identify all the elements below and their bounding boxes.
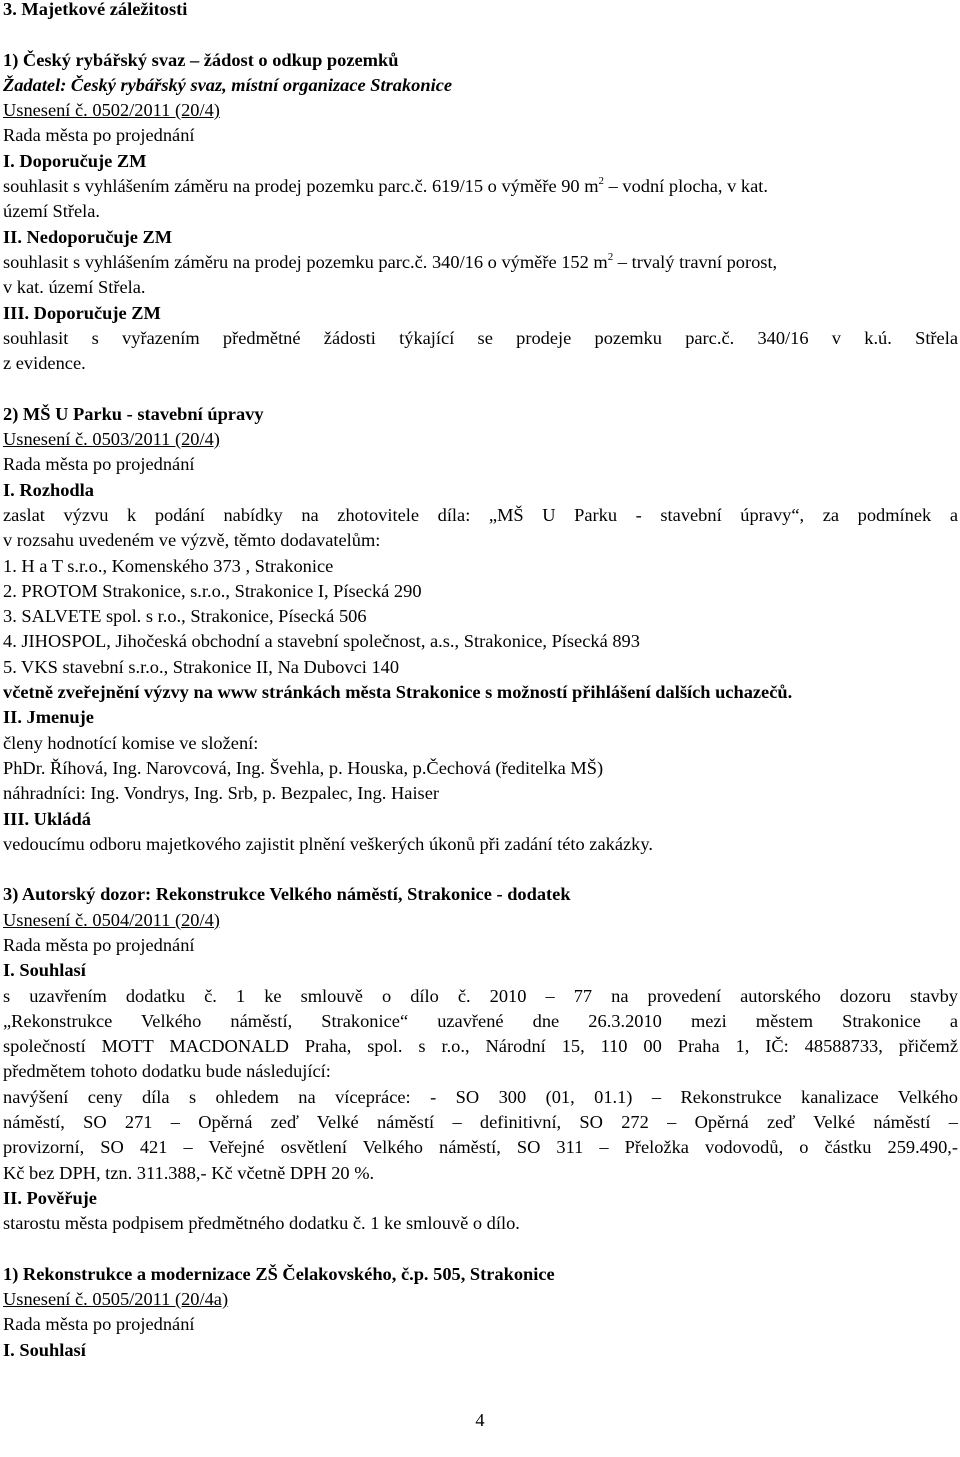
council-line: Rada města po projednání xyxy=(3,454,195,475)
point-text: starostu města podpisem předmětného dodatku č. 1 ke smlouvě o dílo. xyxy=(3,1213,520,1234)
resolution-number: Usnesení č. 0503/2011 (20/4) xyxy=(3,429,220,450)
point-text: souhlasit s vyřazením předmětné žádosti týkající se prodeje pozemku parc.č. 340/16 v k.ú. Střela xyxy=(3,327,958,348)
point-text: navýšení ceny díla s ohledem na vícepráce: - SO 300 (01, 01.1) – Rekonstrukce kanalizace Velkého xyxy=(3,1086,958,1107)
point-text: území Střela. xyxy=(3,201,101,222)
point-text: provizorní, SO 421 – Veřejné osvětlení Velkého náměstí, SO 311 – Přeložka vodovodů, o částku 259.490,- xyxy=(3,1137,958,1158)
section-title: 3. Majetkové záležitosti xyxy=(3,0,188,19)
point-text: vedoucímu odboru majetkového zajistit plnění veškerých úkonů při zadání této zakázky. xyxy=(3,833,653,854)
point-heading: II. Jmenuje xyxy=(3,707,94,728)
list-item: 4. JIHOSPOL, Jihočeská obchodní a stavební společnost, a.s., Strakonice, Písecká 893 xyxy=(3,631,640,652)
applicant: Žadatel: Český rybářský svaz, místní organizace Strakonice xyxy=(3,74,453,95)
document-body xyxy=(3,0,958,1363)
point-heading: III. Ukládá xyxy=(3,808,91,829)
point-text: Kč bez DPH, tzn. 311.388,- Kč včetně DPH 20 %. xyxy=(3,1162,375,1183)
publish-note: včetně zveřejnění výzvy na www stránkách města Strakonice s možností přihlášení dalších uchazečů. xyxy=(3,682,793,703)
council-line: Rada města po projednání xyxy=(3,125,195,146)
point-text: náhradníci: Ing. Vondrys, Ing. Srb, p. Bezpalec, Ing. Haiser xyxy=(3,783,439,804)
point-text: PhDr. Říhová, Ing. Narovcová, Ing. Švehla, p. Houska, p.Čechová (ředitelka MŠ) xyxy=(3,757,604,778)
point-heading: I. Rozhodla xyxy=(3,479,94,500)
list-item: 1. H a T s.r.o., Komenského 373 , Strakonice xyxy=(3,555,334,576)
council-line: Rada města po projednání xyxy=(3,1314,195,1335)
point-heading: II. Nedoporučuje ZM xyxy=(3,226,173,247)
council-line: Rada města po projednání xyxy=(3,934,195,955)
point-text: předmětem tohoto dodatku bude následující: xyxy=(3,1061,331,1082)
point-heading: I. Doporučuje ZM xyxy=(3,150,147,171)
point-text: zaslat výzvu k podání nabídky na zhotovitele díla: „MŠ U Parku - stavební úpravy“, za podmínek a xyxy=(3,504,958,525)
point-heading: II. Pověřuje xyxy=(3,1187,97,1208)
point-text: souhlasit s vyhlášením záměru na prodej pozemku parc.č. 619/15 o výměře 90 $m^2$ – vodní plocha, v kat. xyxy=(3,174,768,197)
list-item: 3. SALVETE spol. s r.o., Strakonice, Písecká 506 xyxy=(3,606,367,627)
resolution-number: Usnesení č. 0505/2011 (20/4a) xyxy=(3,1289,229,1310)
list-item: 2. PROTOM Strakonice, s.r.o., Strakonice I, Písecká 290 xyxy=(3,580,422,601)
point-text: náměstí, SO 271 – Opěrná zeď Velké náměstí – definitivní, SO 272 – Opěrná zeď Velké náměstí – xyxy=(3,1112,958,1133)
point-text: souhlasit s vyhlášením záměru na prodej pozemku parc.č. 340/16 o výměře 152 $m^2$ – trvalý travní porost, xyxy=(3,250,778,272)
point-heading: I. Souhlasí xyxy=(3,960,86,981)
point-text: členy hodnotící komise ve složení: xyxy=(3,732,259,753)
point-text: společností MOTT MACDONALD Praha, spol. s r.o., Národní 15, 110 00 Praha 1, IČ: 48588733, přičemž xyxy=(3,1036,958,1057)
point-heading: III. Doporučuje ZM xyxy=(3,302,161,323)
item-title: 2) MŠ U Parku - stavební úpravy xyxy=(3,403,264,424)
item-title: 1) Český rybářský svaz – žádost o odkup pozemků xyxy=(3,49,399,70)
page-number: 4 xyxy=(475,1410,485,1430)
point-text: „Rekonstrukce Velkého náměstí, Strakonice“ uzavřené dne 26.3.2010 mezi městem Strakonice a xyxy=(3,1010,958,1031)
point-heading: I. Souhlasí xyxy=(3,1339,86,1360)
resolution-number: Usnesení č. 0504/2011 (20/4) xyxy=(3,909,220,930)
point-text: v rozsahu uvedeném ve výzvě, těmto dodavatelům: xyxy=(3,530,381,551)
list-item: 5. VKS stavební s.r.o., Strakonice II, Na Dubovci 140 xyxy=(3,656,400,677)
resolution-number: Usnesení č. 0502/2011 (20/4) xyxy=(3,100,220,121)
point-text: v kat. území Střela. xyxy=(3,277,146,298)
point-text: z evidence. xyxy=(3,353,86,374)
point-text: s uzavřením dodatku č. 1 ke smlouvě o dílo č. 2010 – 77 na provedení autorského dozoru stavby xyxy=(3,985,958,1006)
item-title: 1) Rekonstrukce a modernizace ZŠ Čelakovského, č.p. 505, Strakonice xyxy=(3,1263,555,1284)
item-title: 3) Autorský dozor: Rekonstrukce Velkého náměstí, Strakonice - dodatek xyxy=(3,884,571,905)
